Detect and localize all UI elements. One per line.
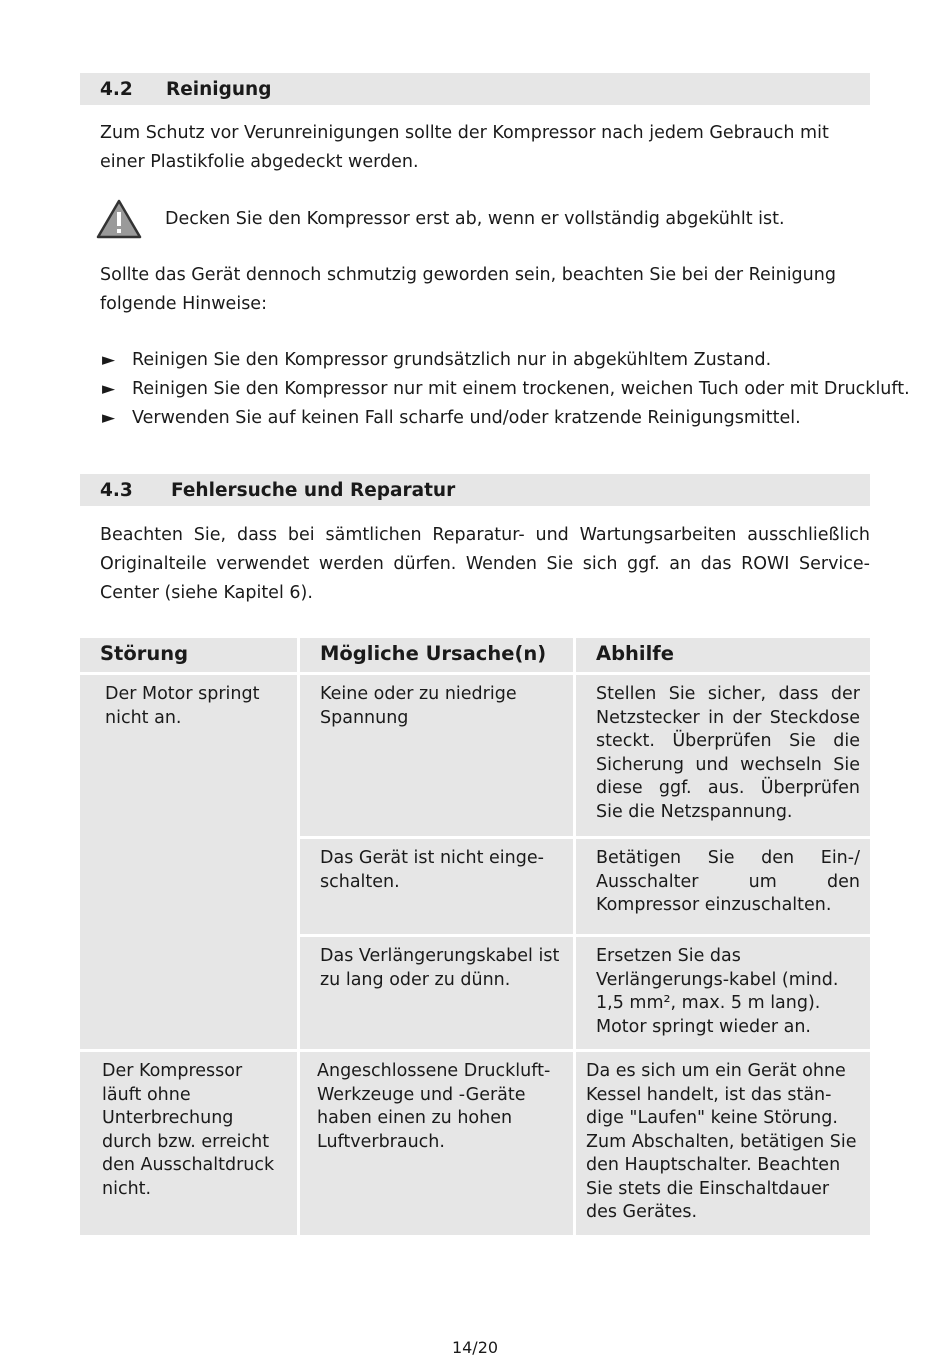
column-header-cause: Mögliche Ursache(n) xyxy=(300,638,576,675)
page-number: 14/20 xyxy=(451,1338,499,1357)
fault-cell: Der Motor springt nicht an. xyxy=(80,675,300,1052)
warning-note xyxy=(95,198,870,242)
table-row xyxy=(80,1052,870,1238)
remedy-cell: Stellen Sie sicher, dass der Netzstecker in der Steckdose steckt. Überprüfen Sie die Sicherung und wechseln Sie diese ggf. aus. Überprüfen Sie die Netzspannung. xyxy=(576,675,870,839)
section-number: 4.2 xyxy=(100,78,133,100)
bullet-arrow-icon: ► xyxy=(102,408,116,428)
table-row xyxy=(80,675,870,839)
cleaning-intro: Zum Schutz vor Verunreinigungen sollte der Kompressor nach jedem Gebrauch mit einer Plastikfolie abgedeckt werden. xyxy=(100,123,829,172)
fault-cell: Der Kompressor läuft ohne Unterbrechung durch bzw. erreicht den Ausschaltdruck nicht. xyxy=(80,1052,300,1238)
section-number: 4.3 xyxy=(100,479,133,501)
list-item: ► Verwenden Sie auf keinen Fall scharfe und/oder kratzende Reinigungsmittel. xyxy=(102,404,882,433)
remedy-cell: Da es sich um ein Gerät ohne Kessel handelt, ist das stän-dige "Laufen" keine Störung. Zum Abschalten, betätigen Sie den Hauptschalter. Beachten Sie stets die Einschaltdauer des Gerätes. xyxy=(576,1052,870,1238)
column-header-fault: Störung xyxy=(80,638,300,675)
cause-cell: Keine oder zu niedrige Spannung xyxy=(300,675,576,839)
cause-cell: Das Gerät ist nicht einge-schalten. xyxy=(300,839,576,937)
warning-text: Decken Sie den Kompressor erst ab, wenn er vollständig abgekühlt ist. xyxy=(165,209,785,229)
cause-cell: Das Verlängerungskabel ist zu lang oder zu dünn. xyxy=(300,937,576,1052)
troubleshooting-table xyxy=(80,638,870,1238)
bullet-arrow-icon: ► xyxy=(102,379,116,399)
section-heading-4-2 xyxy=(80,73,870,105)
section-title: Reinigung xyxy=(166,78,272,100)
section-heading-4-3 xyxy=(80,474,870,506)
column-header-remedy: Abhilfe xyxy=(576,638,870,675)
cause-cell: Angeschlossene Druckluft-Werkzeuge und -Geräte haben einen zu hohen Luftverbrauch. xyxy=(300,1052,576,1238)
table-header-row xyxy=(80,638,870,675)
remedy-cell: Betätigen Sie den Ein-/ Ausschalter um den Kompressor einzuschalten. xyxy=(576,839,870,937)
bullet-arrow-icon: ► xyxy=(102,350,116,370)
cleaning-bullet-list xyxy=(102,346,910,433)
section-title: Fehlersuche und Reparatur xyxy=(171,479,456,501)
warning-triangle-icon xyxy=(95,198,143,240)
repair-intro: Beachten Sie, dass bei sämtlichen Reparatur- und Wartungsarbeiten ausschließlich Originalteile verwendet werden dürfen. Wenden Sie sich ggf. an das ROWI Service-Center (siehe Kapitel 6). xyxy=(100,525,870,603)
list-item: ► Reinigen Sie den Kompressor grundsätzlich nur in abgekühltem Zustand. xyxy=(102,346,882,375)
list-item: ► Reinigen Sie den Kompressor nur mit einem trockenen, weichen Tuch oder mit Druckluft. xyxy=(102,375,882,404)
remedy-cell: Ersetzen Sie das Verlängerungs-kabel (mind. 1,5 mm², max. 5 m lang). Motor springt wieder an. xyxy=(576,937,870,1052)
cleaning-hint-intro: Sollte das Gerät dennoch schmutzig geworden sein, beachten Sie bei der Reinigung folgende Hinweise: xyxy=(100,265,836,314)
